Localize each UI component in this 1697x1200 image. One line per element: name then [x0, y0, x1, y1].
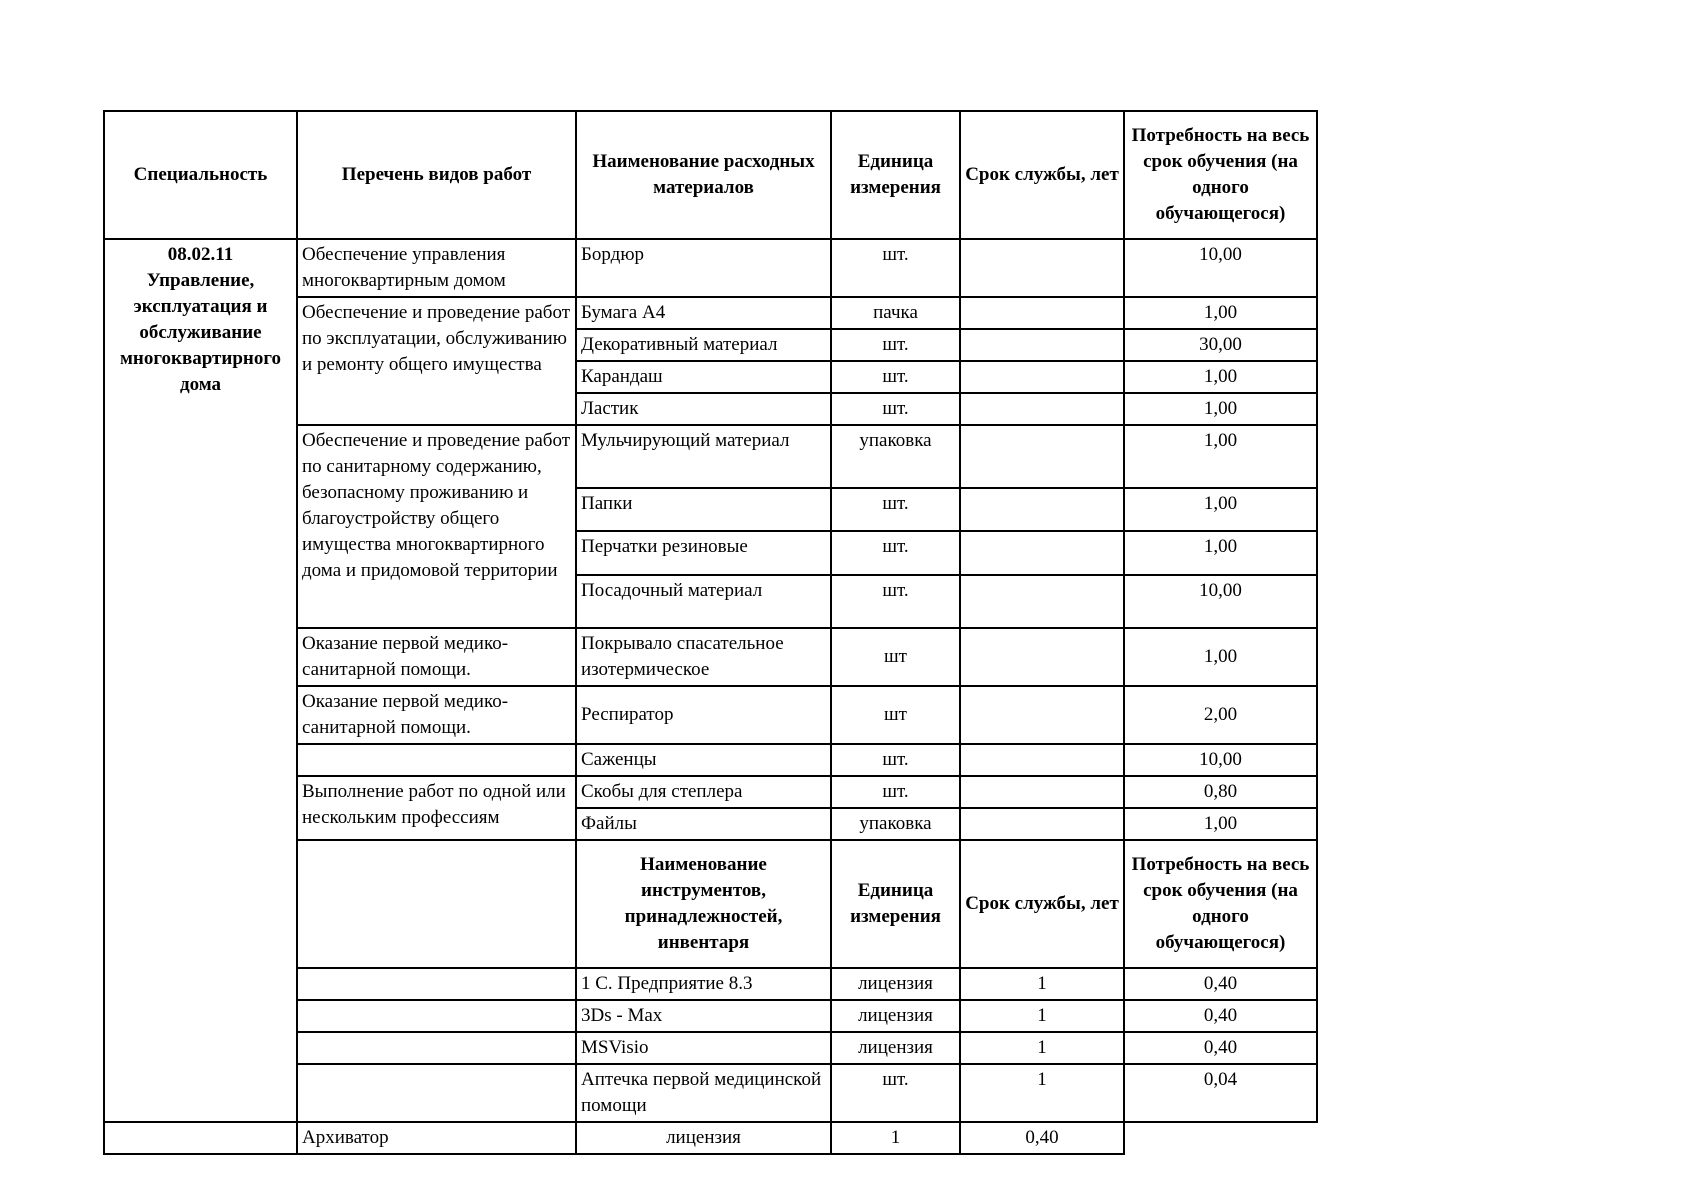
tool-need: 0,40	[1124, 968, 1317, 1000]
material-need: 1,00	[1124, 425, 1317, 488]
tool-unit: лицензия	[831, 968, 960, 1000]
work-cell-empty	[297, 744, 576, 776]
tool-need: 0,40	[960, 1122, 1124, 1154]
header-need: Потребность на весь срок обучения (на одного обучающегося)	[1124, 111, 1317, 239]
material-name: Карандаш	[576, 361, 831, 393]
material-need: 10,00	[1124, 239, 1317, 297]
tool-life: 1	[831, 1122, 960, 1154]
material-unit: шт.	[831, 575, 960, 628]
material-life	[960, 776, 1124, 808]
material-name: Бумага А4	[576, 297, 831, 329]
material-life	[960, 393, 1124, 425]
material-name: Саженцы	[576, 744, 831, 776]
materials-table	[103, 110, 1318, 1155]
tool-life: 1	[960, 1032, 1124, 1064]
tool-life: 1	[960, 968, 1124, 1000]
table-row	[104, 239, 1317, 297]
specialty-name: Управление, эксплуатация и обслуживание многоквартирного дома	[119, 270, 282, 395]
material-name: Бордюр	[576, 239, 831, 297]
material-name: Папки	[576, 488, 831, 531]
material-unit: шт.	[831, 393, 960, 425]
specialty-cell	[104, 239, 297, 1122]
document-page	[103, 110, 1318, 1155]
material-unit: шт.	[831, 531, 960, 575]
header-life: Срок службы, лет	[960, 111, 1124, 239]
material-need: 10,00	[1124, 744, 1317, 776]
tool-life: 1	[960, 1064, 1124, 1122]
material-life	[960, 425, 1124, 488]
work-cell: Обеспечение и проведение работ по эксплуатации, обслуживанию и ремонту общего имущества	[297, 297, 576, 425]
material-unit: шт.	[831, 488, 960, 531]
material-unit: шт	[831, 628, 960, 686]
tool-need: 0,40	[1124, 1032, 1317, 1064]
tool-name: 1 С. Предприятие 8.3	[576, 968, 831, 1000]
tools-header-empty	[297, 840, 576, 968]
material-life	[960, 628, 1124, 686]
material-need: 2,00	[1124, 686, 1317, 744]
material-need: 1,00	[1124, 531, 1317, 575]
tool-name: 3Ds - Max	[576, 1000, 831, 1032]
specialty-code: 08.02.11	[167, 244, 234, 265]
table-row	[104, 1122, 1317, 1154]
material-need: 1,00	[1124, 808, 1317, 840]
material-life	[960, 686, 1124, 744]
header-tools: Наименование инструментов, принадлежностей, инвентаря	[576, 840, 831, 968]
header-unit: Единица измерения	[831, 111, 960, 239]
work-cell-empty	[297, 1032, 576, 1064]
material-unit: шт.	[831, 239, 960, 297]
header-materials: Наименование расходных материалов	[576, 111, 831, 239]
work-cell: Оказание первой медико-санитарной помощи.	[297, 686, 576, 744]
material-need: 10,00	[1124, 575, 1317, 628]
header-life-2: Срок службы, лет	[960, 840, 1124, 968]
work-cell: Обеспечение и проведение работ по санитарному содержанию, безопасному проживанию и благоустройству общего имущества многоквартирного дома и придомовой территории	[297, 425, 576, 628]
material-life	[960, 808, 1124, 840]
material-life	[960, 297, 1124, 329]
material-name: Покрывало спасательное изотермическое	[576, 628, 831, 686]
material-unit: шт.	[831, 744, 960, 776]
tool-unit: лицензия	[831, 1000, 960, 1032]
material-life	[960, 575, 1124, 628]
material-name: Респиратор	[576, 686, 831, 744]
table-header-row	[104, 111, 1317, 239]
material-life	[960, 531, 1124, 575]
material-need: 1,00	[1124, 488, 1317, 531]
material-unit: упаковка	[831, 425, 960, 488]
material-name: Ластик	[576, 393, 831, 425]
work-cell-empty	[297, 968, 576, 1000]
material-unit: шт	[831, 686, 960, 744]
work-cell: Обеспечение управления многоквартирным домом	[297, 239, 576, 297]
work-cell-empty	[297, 1064, 576, 1122]
material-need: 1,00	[1124, 361, 1317, 393]
tool-need: 0,04	[1124, 1064, 1317, 1122]
header-need-2: Потребность на весь срок обучения (на одного обучающегося)	[1124, 840, 1317, 968]
header-works: Перечень видов работ	[297, 111, 576, 239]
material-unit: шт.	[831, 776, 960, 808]
tool-name: Аптечка первой медицинской помощи	[576, 1064, 831, 1122]
material-need: 30,00	[1124, 329, 1317, 361]
tool-name: Архиватор	[297, 1122, 576, 1154]
material-life	[960, 329, 1124, 361]
header-unit-2: Единица измерения	[831, 840, 960, 968]
material-name: Перчатки резиновые	[576, 531, 831, 575]
material-unit: упаковка	[831, 808, 960, 840]
material-name: Мульчирующий материал	[576, 425, 831, 488]
tool-unit: лицензия	[831, 1032, 960, 1064]
work-cell-empty	[104, 1122, 297, 1154]
material-unit: пачка	[831, 297, 960, 329]
tool-life: 1	[960, 1000, 1124, 1032]
header-specialty: Специальность	[104, 111, 297, 239]
material-name: Посадочный материал	[576, 575, 831, 628]
material-need: 0,80	[1124, 776, 1317, 808]
material-life	[960, 239, 1124, 297]
material-life	[960, 488, 1124, 531]
tool-unit: шт.	[831, 1064, 960, 1122]
tool-unit: лицензия	[576, 1122, 831, 1154]
material-name: Файлы	[576, 808, 831, 840]
work-cell: Выполнение работ по одной или нескольким профессиям	[297, 776, 576, 840]
tool-name: MSVisio	[576, 1032, 831, 1064]
material-need: 1,00	[1124, 297, 1317, 329]
material-life	[960, 361, 1124, 393]
material-unit: шт.	[831, 329, 960, 361]
material-need: 1,00	[1124, 393, 1317, 425]
material-name: Декоративный материал	[576, 329, 831, 361]
work-cell: Оказание первой медико-санитарной помощи.	[297, 628, 576, 686]
work-cell-empty	[297, 1000, 576, 1032]
material-life	[960, 744, 1124, 776]
material-need: 1,00	[1124, 628, 1317, 686]
tool-need: 0,40	[1124, 1000, 1317, 1032]
material-unit: шт.	[831, 361, 960, 393]
material-name: Скобы для степлера	[576, 776, 831, 808]
